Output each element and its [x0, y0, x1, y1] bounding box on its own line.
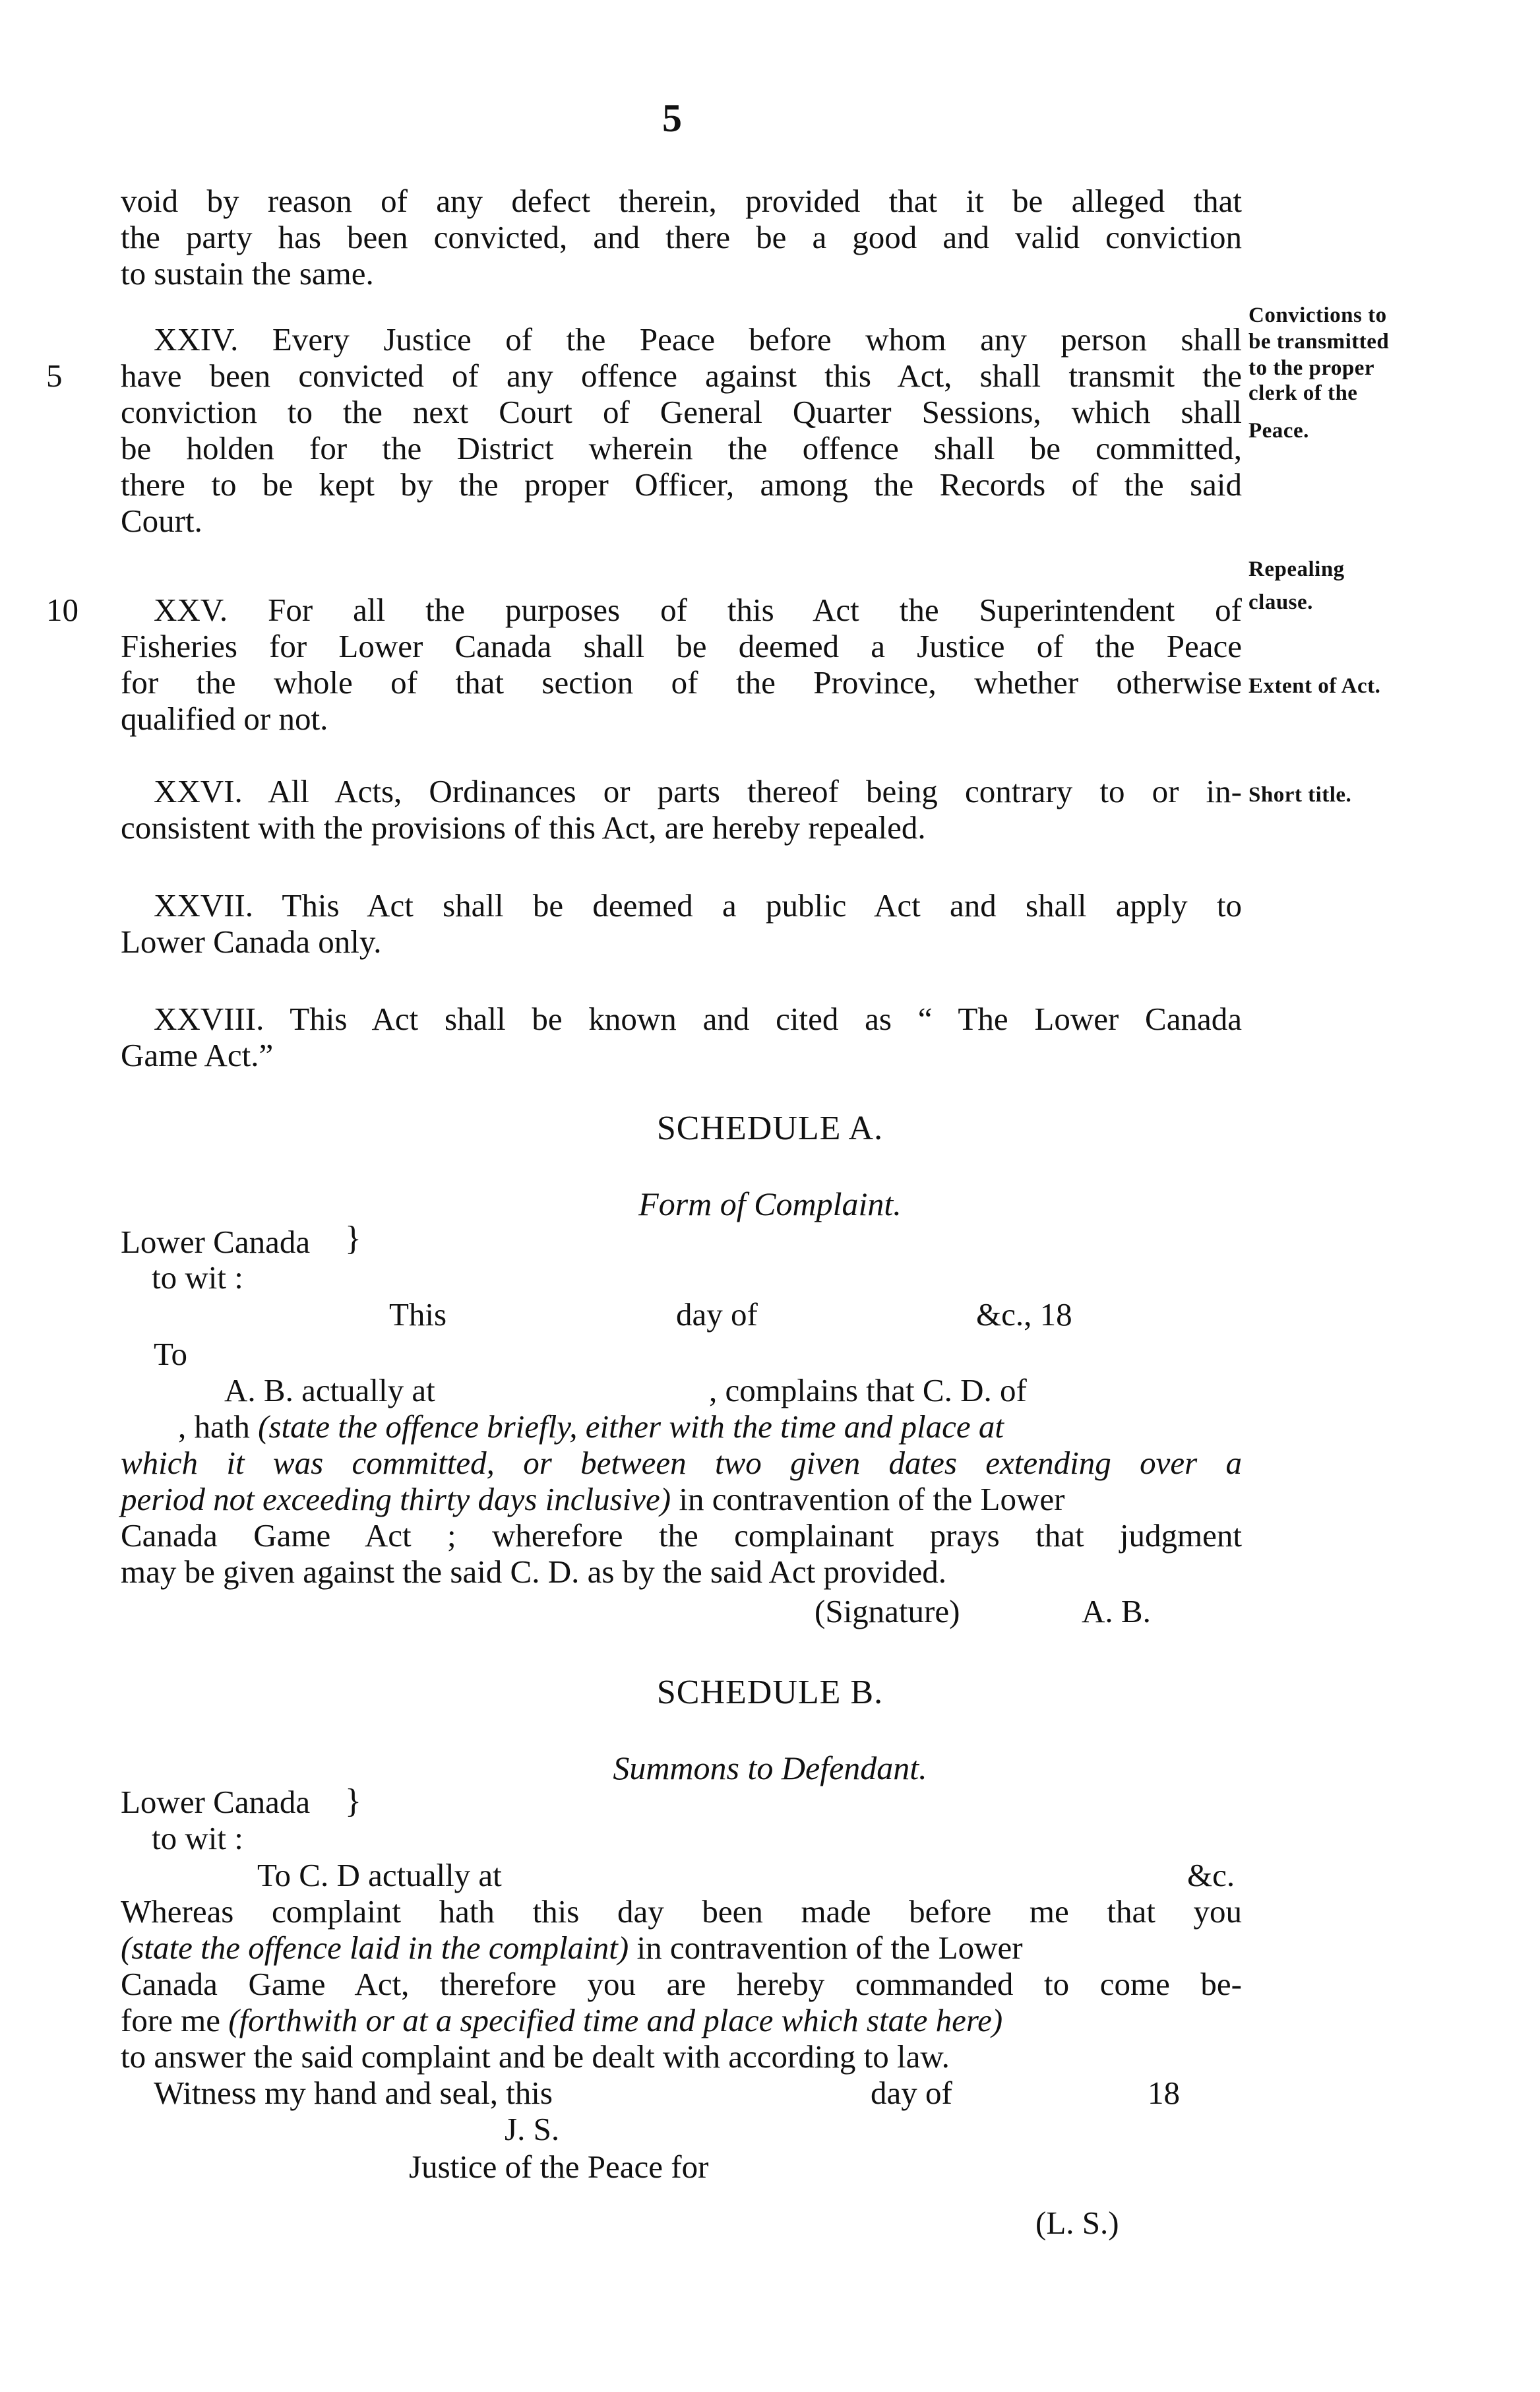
schedule-a-italic-1: (state the offence briefly, either with the time and place at — [258, 1408, 1004, 1445]
schedule-a-day-of: day of — [676, 1296, 758, 1333]
body-line-3: to sustain the same. — [121, 255, 374, 292]
section-xxviii-line-1: XXVIII. This Act shall be known and cited as “ The Lower Canada — [154, 1001, 1242, 1037]
schedule-a-body-line-5: may be given against the said C. D. as by the said Act provided. — [121, 1554, 946, 1590]
section-xxv-line-2: Fisheries for Lower Canada shall be deemed a Justice of the Peace — [121, 628, 1242, 664]
schedule-b-subheading: Summons to Defendant. — [613, 1749, 927, 1786]
section-xxviii-line-2: Game Act.” — [121, 1037, 274, 1073]
margin-note-convictions-4: clerk of the — [1248, 381, 1358, 405]
schedule-b-brace: } — [345, 1782, 361, 1820]
schedule-a-body-line-1 — [178, 1410, 1004, 1443]
schedule-b-italic-b: (forthwith or at a specified time and place which state here) — [228, 2002, 1003, 2038]
schedule-b-venue-1: Lower Canada — [121, 1784, 311, 1820]
schedule-a-signer: A. B. — [1082, 1593, 1151, 1629]
schedule-b-day-of: day of — [871, 2075, 952, 2111]
section-xxiv-line-4: be holden for the District wherein the offence shall be committed, — [121, 430, 1242, 466]
schedule-a-to: To — [154, 1336, 188, 1372]
schedule-a-ab-actually-at: A. B. actually at — [224, 1372, 435, 1408]
section-xxiv-line-6: Court. — [121, 503, 202, 539]
schedule-a-this: This — [389, 1296, 447, 1333]
schedule-a-venue-2: to wit : — [152, 1259, 243, 1296]
schedule-b-to-cd: To C. D actually at — [257, 1857, 502, 1893]
schedule-a-italic-2: which it was committed, or between two given dates extending over a — [121, 1445, 1242, 1481]
schedule-b-year: 18 — [1148, 2075, 1180, 2111]
schedule-b-body-line-3: Canada Game Act, therefore you are hereby commanded to come be- — [121, 1966, 1242, 2002]
schedule-b-body-line-2 — [121, 1932, 1023, 1964]
schedule-a-heading: SCHEDULE A. — [656, 1110, 884, 1147]
schedule-a-venue-1: Lower Canada — [121, 1224, 311, 1260]
schedule-a-etc-year: &c., 18 — [976, 1296, 1072, 1333]
schedule-a-after-italic-3: in contravention of the Lower — [671, 1481, 1065, 1517]
section-xxvii-line-1: XXVII. This Act shall be deemed a public Act and shall apply to — [154, 887, 1242, 924]
schedule-b-venue-2: to wit : — [152, 1820, 243, 1856]
margin-note-convictions-1: Convictions to — [1248, 303, 1387, 327]
schedule-a-signature: (Signature) — [815, 1593, 960, 1629]
margin-note-short-title: Short title. — [1248, 783, 1352, 807]
schedule-b-body-line-1: Whereas complaint hath this day been made before me that you — [121, 1893, 1242, 1930]
schedule-a-body-line-2 — [121, 1447, 1242, 1479]
section-xxv-line-1: XXV. For all the purposes of this Act the Superintendent of — [154, 592, 1242, 628]
schedule-a-brace: } — [345, 1220, 361, 1257]
line-number-5: 5 — [46, 358, 63, 394]
schedule-a-italic-3: period not exceeding thirty days inclusive) — [121, 1481, 671, 1517]
schedule-b-body-line-4 — [121, 2004, 1002, 2036]
schedule-a-body-line-3 — [121, 1483, 1064, 1515]
section-xxiv-line-5: there to be kept by the proper Officer, among the Records of the said — [121, 466, 1242, 503]
schedule-b-etc: &c. — [1187, 1857, 1235, 1893]
section-xxvii-line-2: Lower Canada only. — [121, 924, 382, 960]
schedule-b-body-line-5: to answer the said complaint and be dealt with according to law. — [121, 2038, 950, 2075]
section-xxv-line-4: qualified or not. — [121, 701, 328, 737]
schedule-b-italic-a: (state the offence laid in the complaint) — [121, 1930, 629, 1966]
body-line-2: the party has been convicted, and there be a good and valid conviction — [121, 219, 1242, 255]
margin-note-convictions-3: to the proper — [1248, 356, 1375, 380]
line-number-10: 10 — [46, 592, 78, 628]
schedule-a-body-line-4: Canada Game Act ; wherefore the complainant prays that judgment — [121, 1517, 1242, 1554]
schedule-b-fore-me: fore me — [121, 2002, 229, 2038]
section-xxiv-line-3: conviction to the next Court of General Quarter Sessions, which shall — [121, 394, 1242, 430]
margin-note-extent: Extent of Act. — [1248, 674, 1381, 698]
schedule-b-after-italic-a: in contravention of the Lower — [629, 1930, 1023, 1966]
section-xxvi-line-2: consistent with the provisions of this Act, are hereby repealed. — [121, 809, 926, 846]
schedule-b-witness: Witness my hand and seal, this — [154, 2075, 553, 2111]
section-xxiv-line-1: XXIV. Every Justice of the Peace before whom any person shall — [154, 321, 1242, 358]
schedule-a-subheading: Form of Complaint. — [638, 1185, 902, 1222]
schedule-b-ls: (L. S.) — [1035, 2205, 1119, 2241]
section-xxvi-line-1: XXVI. All Acts, Ordinances or parts thereof being contrary to or in- — [154, 773, 1242, 809]
page-number: 5 — [662, 96, 682, 140]
schedule-b-jp: Justice of the Peace for — [409, 2149, 709, 2185]
margin-note-repealing-2: clause. — [1248, 590, 1313, 614]
schedule-b-js: J. S. — [505, 2111, 560, 2147]
section-xxiv-line-2: have been convicted of any offence against this Act, shall transmit the — [121, 358, 1242, 394]
section-xxv-line-3: for the whole of that section of the Province, whether otherwise — [121, 664, 1242, 701]
schedule-b-heading: SCHEDULE B. — [656, 1674, 884, 1711]
margin-note-convictions-2: be transmitted — [1248, 330, 1390, 354]
schedule-a-hath: , hath — [178, 1408, 250, 1445]
schedule-a-complains: , complains that C. D. of — [709, 1372, 1027, 1408]
body-line-1: void by reason of any defect therein, provided that it be alleged that — [121, 183, 1242, 219]
margin-note-repealing-1: Repealing — [1248, 557, 1345, 581]
margin-note-convictions-5: Peace. — [1248, 419, 1309, 443]
